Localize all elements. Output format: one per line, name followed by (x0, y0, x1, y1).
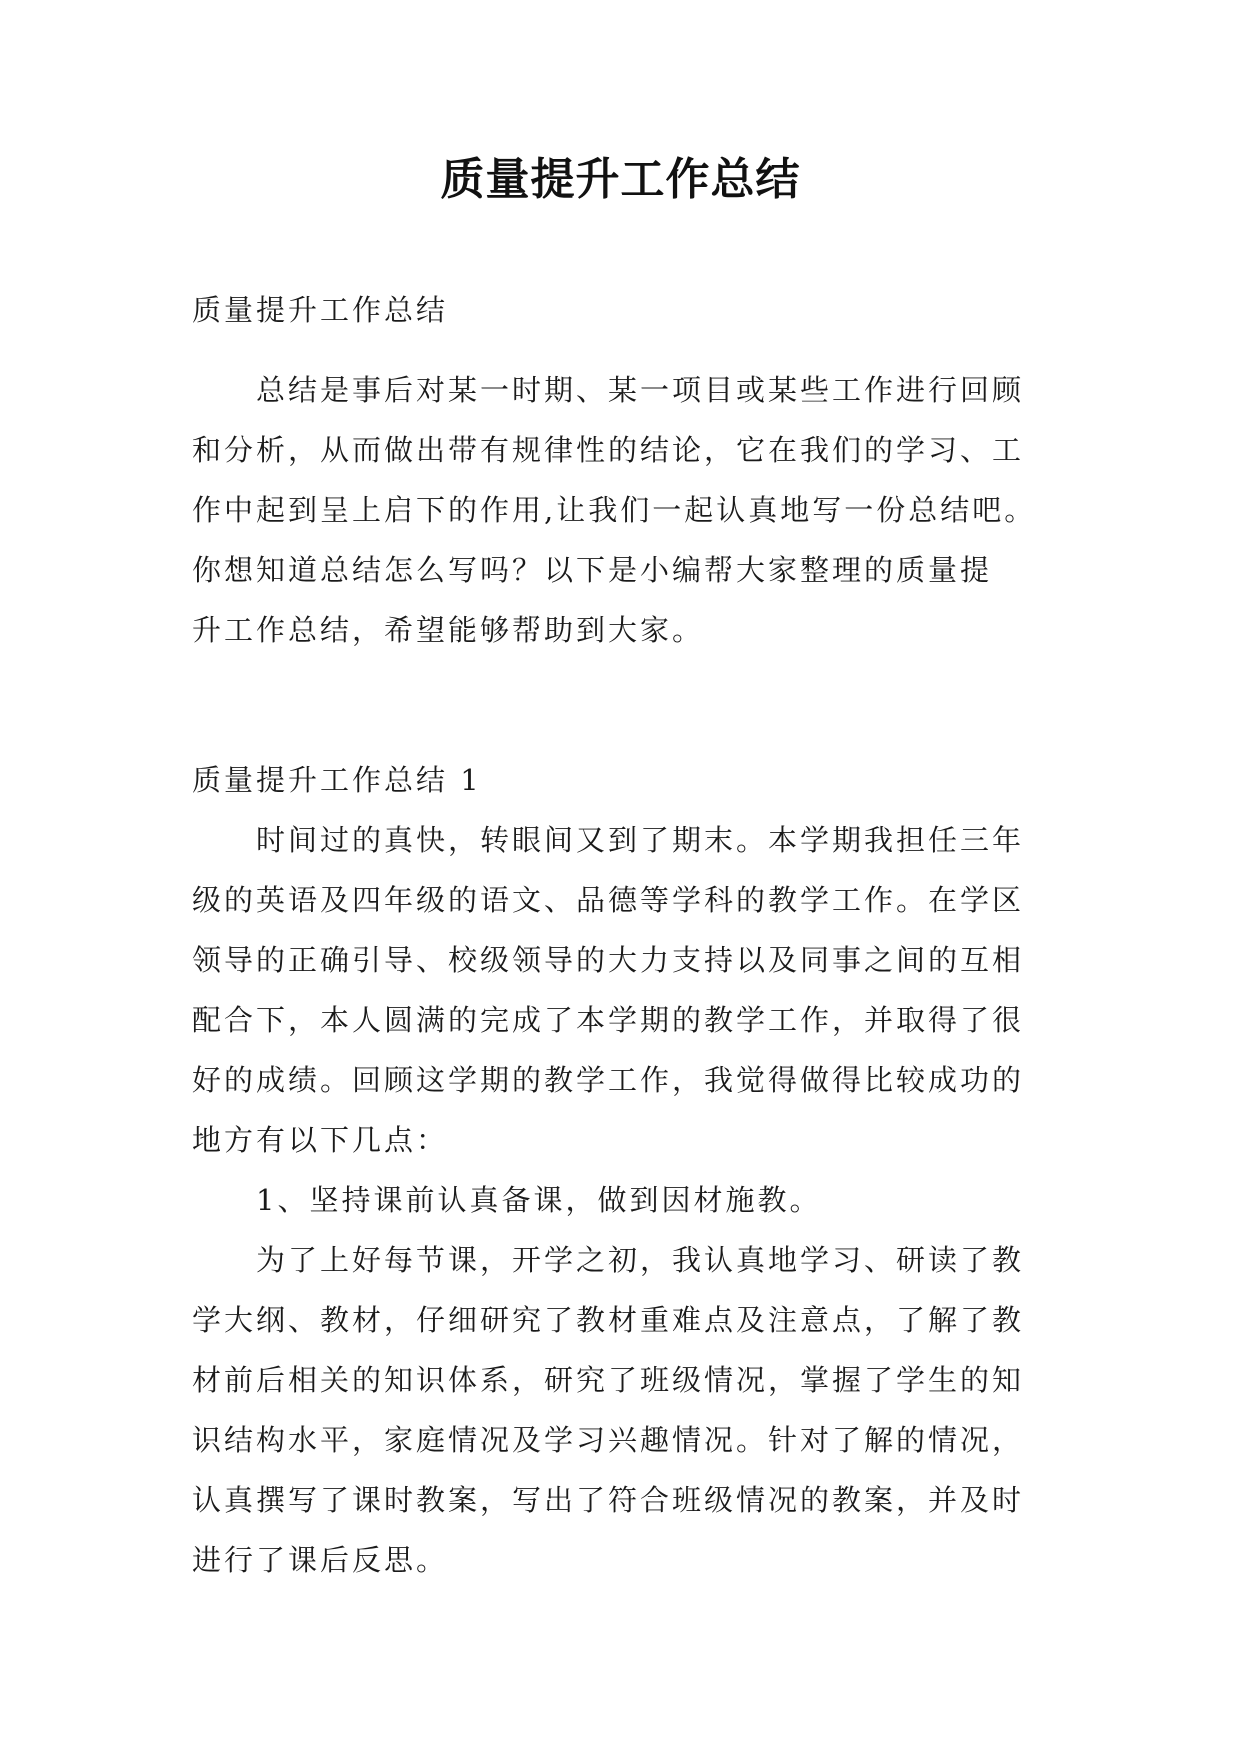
body-line: 识结构水平，家庭情况及学习兴趣情况。针对了解的情况， (192, 1423, 1025, 1457)
body-line: 学大纲、教材，仔细研究了教材重难点及注意点，了解了教 (192, 1303, 1025, 1337)
intro-line: 你想知道总结怎么写吗？以下是小编帮大家整理的质量提 (192, 553, 993, 587)
document-title: 质量提升工作总结 (440, 154, 801, 205)
intro-line: 作中起到呈上启下的作用,让我们一起认真地写一份总结吧。 (192, 493, 1037, 527)
body-line: 认真撰写了课时教案，写出了符合班级情况的教案，并及时 (192, 1483, 1025, 1517)
body-line: 好的成绩。回顾这学期的教学工作，我觉得做得比较成功的 (192, 1063, 1025, 1097)
intro-line: 升工作总结，希望能够帮助到大家。 (192, 613, 705, 647)
body-line: 进行了课后反思。 (192, 1543, 449, 1577)
document-subtitle: 质量提升工作总结 (192, 293, 449, 327)
body-line: 级的英语及四年级的语文、品德等学科的教学工作。在学区 (192, 883, 1025, 917)
body-line: 材前后相关的知识体系，研究了班级情况，掌握了学生的知 (192, 1363, 1025, 1397)
section-heading: 质量提升工作总结 1 (192, 763, 482, 797)
intro-line: 总结是事后对某一时期、某一项目或某些工作进行回顾 (192, 373, 1025, 407)
body-line: 配合下，本人圆满的完成了本学期的教学工作，并取得了很 (192, 1003, 1025, 1037)
body-line: 时间过的真快，转眼间又到了期末。本学期我担任三年 (192, 823, 1025, 857)
intro-paragraph (192, 360, 1052, 660)
body-line: 地方有以下几点： (192, 1123, 449, 1157)
body-line: 1、坚持课前认真备课，做到因材施教。 (192, 1183, 822, 1217)
intro-line: 和分析，从而做出带有规律性的结论，它在我们的学习、工 (192, 433, 1025, 467)
body-line: 领导的正确引导、校级领导的大力支持以及同事之间的互相 (192, 943, 1025, 977)
section-body (192, 810, 1052, 1590)
body-line: 为了上好每节课，开学之初，我认真地学习、研读了教 (192, 1243, 1025, 1277)
